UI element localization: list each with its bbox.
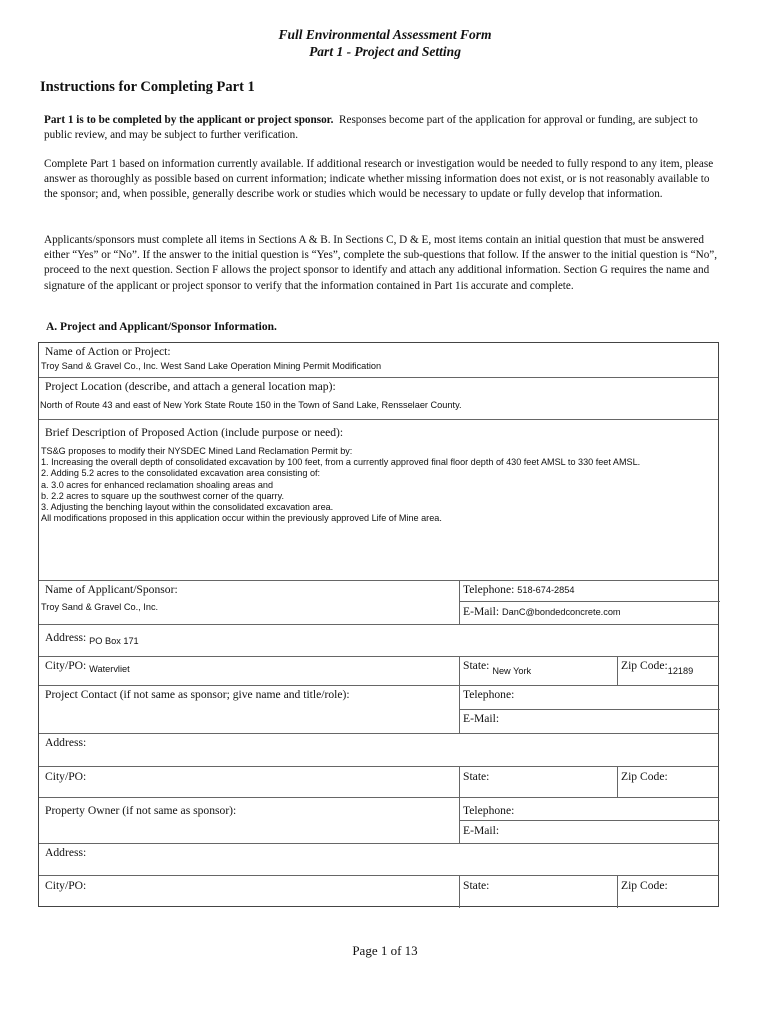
instructions-paragraph-3: Applicants/sponsors must complete all items in Sections A & B. In Sections C, D & E, most items contain an initial question that must be answered either “Yes” or “No”. If the answer to the initial question is “Yes”, complete the sub-questions that follow. If the answer to the initial question is “No”, proceed to the next question. Section F allows the project sponsor to identify and attach any additional information. Section G requires the name and signature of the applicant or project sponsor to verify that the information contained in Part 1is accurate and complete. [44, 234, 718, 292]
row-divider [39, 624, 718, 625]
applicant-label: Name of Applicant/Sponsor: [45, 583, 178, 596]
project-location-field[interactable]: North of Route 43 and east of New York State Route 150 in the Town of Sand Lake, Rensselaer County. [40, 400, 462, 410]
contact-address-label: Address: [45, 736, 87, 749]
form-subtitle: Part 1 - Project and Setting [309, 44, 461, 59]
row-divider [459, 709, 720, 710]
column-divider [459, 797, 460, 843]
owner-email-label: E-Mail: [463, 824, 500, 837]
column-divider [459, 580, 460, 624]
applicant-field[interactable]: Troy Sand & Gravel Co., Inc. [41, 602, 159, 612]
applicant-zip-field[interactable]: 12189 [667, 666, 694, 676]
applicant-email-field[interactable]: DanC@bondedconcrete.com [501, 607, 621, 617]
applicant-state-field[interactable]: New York [492, 666, 532, 676]
project-info-form [38, 342, 719, 907]
form-title: Full Environmental Assessment Form [278, 27, 492, 42]
row-divider [39, 797, 718, 798]
section-a-heading: A. Project and Applicant/Sponsor Information. [46, 321, 277, 333]
applicant-zip-label: Zip $Code:_{12189}$ [621, 659, 694, 676]
instructions-paragraph-2: Complete Part 1 based on information currently available. If additional research or investigation would be needed to fully respond to any item, please answer as thoroughly as possible based on current information; indicate whether missing information does not exist, or is not reasonably available to the sponsor; and, when possible, generally describe work or studies which would be necessary to update or fully develop that information. [44, 158, 714, 201]
property-owner-label: Property Owner (if not same as sponsor): [45, 804, 237, 817]
owner-address-label: Address: [45, 846, 87, 859]
page-number: Page 1 of 13 [352, 943, 418, 958]
row-divider [39, 377, 718, 378]
column-divider [459, 685, 460, 733]
applicant-email-label: E-Mail: DanC@bondedconcrete.com [463, 605, 621, 618]
owner-zip-label: Zip Code: [621, 879, 668, 892]
description-field[interactable]: TS&G proposes to modify their NYSDEC Mined Land Reclamation Permit by: 1. Increasing the overall depth of consolidated excavation by 100 feet, from a currently approved final floor depth of 430 feet AMSL to 330 feet AMSL. 2. Adding 5.2 acres to the consolidated excavation area consisting of: a. 3.0 acres for enhanced reclamation shoaling areas and b. 2.2 acres to square up the southwest corner of the quarry. 3. Adjusting the benching layout within the consolidated excavation area. All modifications proposed in this application occur within the previously approved Life of Mine area. [41, 446, 641, 524]
row-divider [459, 820, 720, 821]
owner-telephone-label: Telephone: [463, 804, 515, 817]
applicant-address-field[interactable]: PO Box 171 [89, 636, 139, 646]
column-divider [459, 656, 460, 685]
column-divider [459, 875, 460, 908]
row-divider [39, 580, 718, 581]
applicant-city-field[interactable]: Watervliet [89, 664, 130, 674]
applicant-address-label: Address: $_{PO Box 171}$ [45, 631, 139, 646]
instructions-p1-text: Responses become part of the application for approval or funding, are subject to public review, and may be subject to further verification. [44, 114, 698, 142]
column-divider [617, 875, 618, 908]
column-divider [617, 656, 618, 685]
row-divider [39, 685, 718, 686]
contact-state-label: State: [463, 770, 490, 783]
form-title-block [0, 26, 770, 60]
owner-city-label: City/PO: [45, 879, 87, 892]
project-location-label: Project Location (describe, and attach a general location map): [45, 380, 336, 393]
row-divider [39, 419, 718, 420]
owner-state-label: State: [463, 879, 490, 892]
row-divider [39, 843, 718, 844]
applicant-state-label: State: $_{New York}$ [463, 659, 532, 676]
row-divider [39, 733, 718, 734]
applicant-city-label: City/PO: $_{Watervliet}$ [45, 659, 130, 674]
applicant-telephone-label: Telephone: 518-674-2854 [463, 583, 575, 596]
contact-city-label: City/PO: [45, 770, 87, 783]
project-contact-label: Project Contact (if not same as sponsor; give name and title/role): [45, 688, 350, 701]
name-of-action-label: Name of Action or Project: [45, 345, 171, 358]
description-label: Brief Description of Proposed Action (include purpose or need): [45, 426, 344, 439]
name-of-action-field[interactable]: Troy Sand & Gravel Co., Inc. West Sand Lake Operation Mining Permit Modification [41, 361, 382, 371]
instructions-heading: Instructions for Completing Part 1 [40, 79, 255, 95]
applicant-telephone-field[interactable]: 518-674-2854 [517, 585, 575, 595]
contact-telephone-label: Telephone: [463, 688, 515, 701]
contact-zip-label: Zip Code: [621, 770, 668, 783]
row-divider [459, 601, 720, 602]
contact-email-label: E-Mail: [463, 712, 500, 725]
column-divider [459, 766, 460, 797]
instructions-paragraph-1 [44, 113, 724, 143]
column-divider [617, 766, 618, 797]
instructions-p1-bold: Part 1 is to be completed by the applicant or project sponsor. [44, 114, 334, 126]
